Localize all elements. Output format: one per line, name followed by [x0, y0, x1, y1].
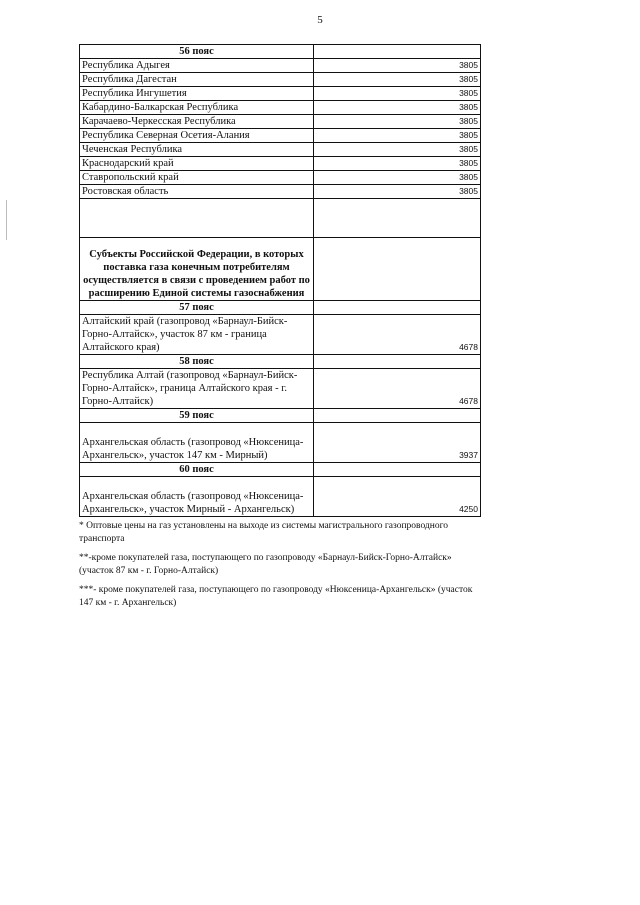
zone-title: 60 пояс: [80, 463, 314, 477]
region-name: Республика Дагестан: [80, 73, 314, 87]
price-value: 3805: [314, 115, 481, 129]
price-value: 4250: [314, 477, 481, 517]
region-name: Республика Ингушетия: [80, 87, 314, 101]
section-heading-row: [80, 238, 481, 301]
price-value: 3805: [314, 73, 481, 87]
price-value: 3805: [314, 171, 481, 185]
table-row: [80, 59, 481, 73]
footnote: **-кроме покупателей газа, поступающего по газопроводу «Барнаул-Бийск-Горно-Алтайск» (участок 87 км - г. Горно-Алтайск): [79, 553, 452, 576]
price-value: 3937: [314, 423, 481, 463]
table-row: [80, 423, 481, 463]
region-name: Республика Адыгея: [80, 59, 314, 73]
scan-margin-mark: [6, 200, 7, 240]
table-row: [80, 143, 481, 157]
price-value: 4678: [314, 369, 481, 409]
region-name: Республика Северная Осетия-Алания: [80, 129, 314, 143]
table-row: [80, 185, 481, 199]
region-name: Карачаево-Черкесская Республика: [80, 115, 314, 129]
region-name: Кабардино-Балкарская Республика: [80, 101, 314, 115]
region-name: Ставропольский край: [80, 171, 314, 185]
zone-value-cell: [314, 45, 481, 59]
region-name: Архангельская область (газопровод «Нюксеница-Архангельск», участок Мирный - Архангельск): [80, 477, 314, 517]
zone-title: 58 пояс: [80, 355, 314, 369]
table-row: [80, 157, 481, 171]
footnotes: [79, 520, 479, 616]
zone-title: 56 пояс: [80, 45, 314, 59]
region-name: Ростовская область: [80, 185, 314, 199]
table-row: [80, 101, 481, 115]
region-name: Чеченская Республика: [80, 143, 314, 157]
region-name: Краснодарский край: [80, 157, 314, 171]
table-row: [80, 87, 481, 101]
price-value: 3805: [314, 185, 481, 199]
price-value: 3805: [314, 129, 481, 143]
section-heading: Субъекты Российской Федерации, в которых поставка газа конечным потребителям осуществляется в связи с проведением работ по расширению Единой системы газоснабжения: [80, 238, 314, 301]
table-row: [80, 477, 481, 517]
table-row: [80, 315, 481, 355]
table-row: [80, 129, 481, 143]
zone-title: 57 пояс: [80, 301, 314, 315]
blank-row: [80, 199, 481, 238]
table-row: [80, 369, 481, 409]
table-row: [80, 73, 481, 87]
zone-title: 59 пояс: [80, 409, 314, 423]
page-number: 5: [317, 14, 323, 26]
price-value: 3805: [314, 59, 481, 73]
region-name: Алтайский край (газопровод «Барнаул-Бийск-Горно-Алтайск», участок 87 км - граница Алтайского края): [80, 315, 314, 355]
table-row: [80, 171, 481, 185]
price-value: 4678: [314, 315, 481, 355]
table-row: [80, 115, 481, 129]
region-name: Республика Алтай (газопровод «Барнаул-Бийск-Горно-Алтайск», граница Алтайского края - г. Горно-Алтайск): [80, 369, 314, 409]
gas-price-table: [79, 44, 481, 517]
footnote: ***- кроме покупателей газа, поступающего по газопроводу «Нюксеница-Архангельск» (участок 147 км - г. Архангельск): [79, 585, 473, 608]
price-value: 3805: [314, 143, 481, 157]
price-value: 3805: [314, 157, 481, 171]
price-value: 3805: [314, 101, 481, 115]
footnote: * Оптовые цены на газ установлены на выходе из системы магистрального газопроводного транспорта: [79, 521, 448, 544]
price-value: 3805: [314, 87, 481, 101]
region-name: Архангельская область (газопровод «Нюксеница-Архангельск», участок 147 км - Мирный): [80, 423, 314, 463]
